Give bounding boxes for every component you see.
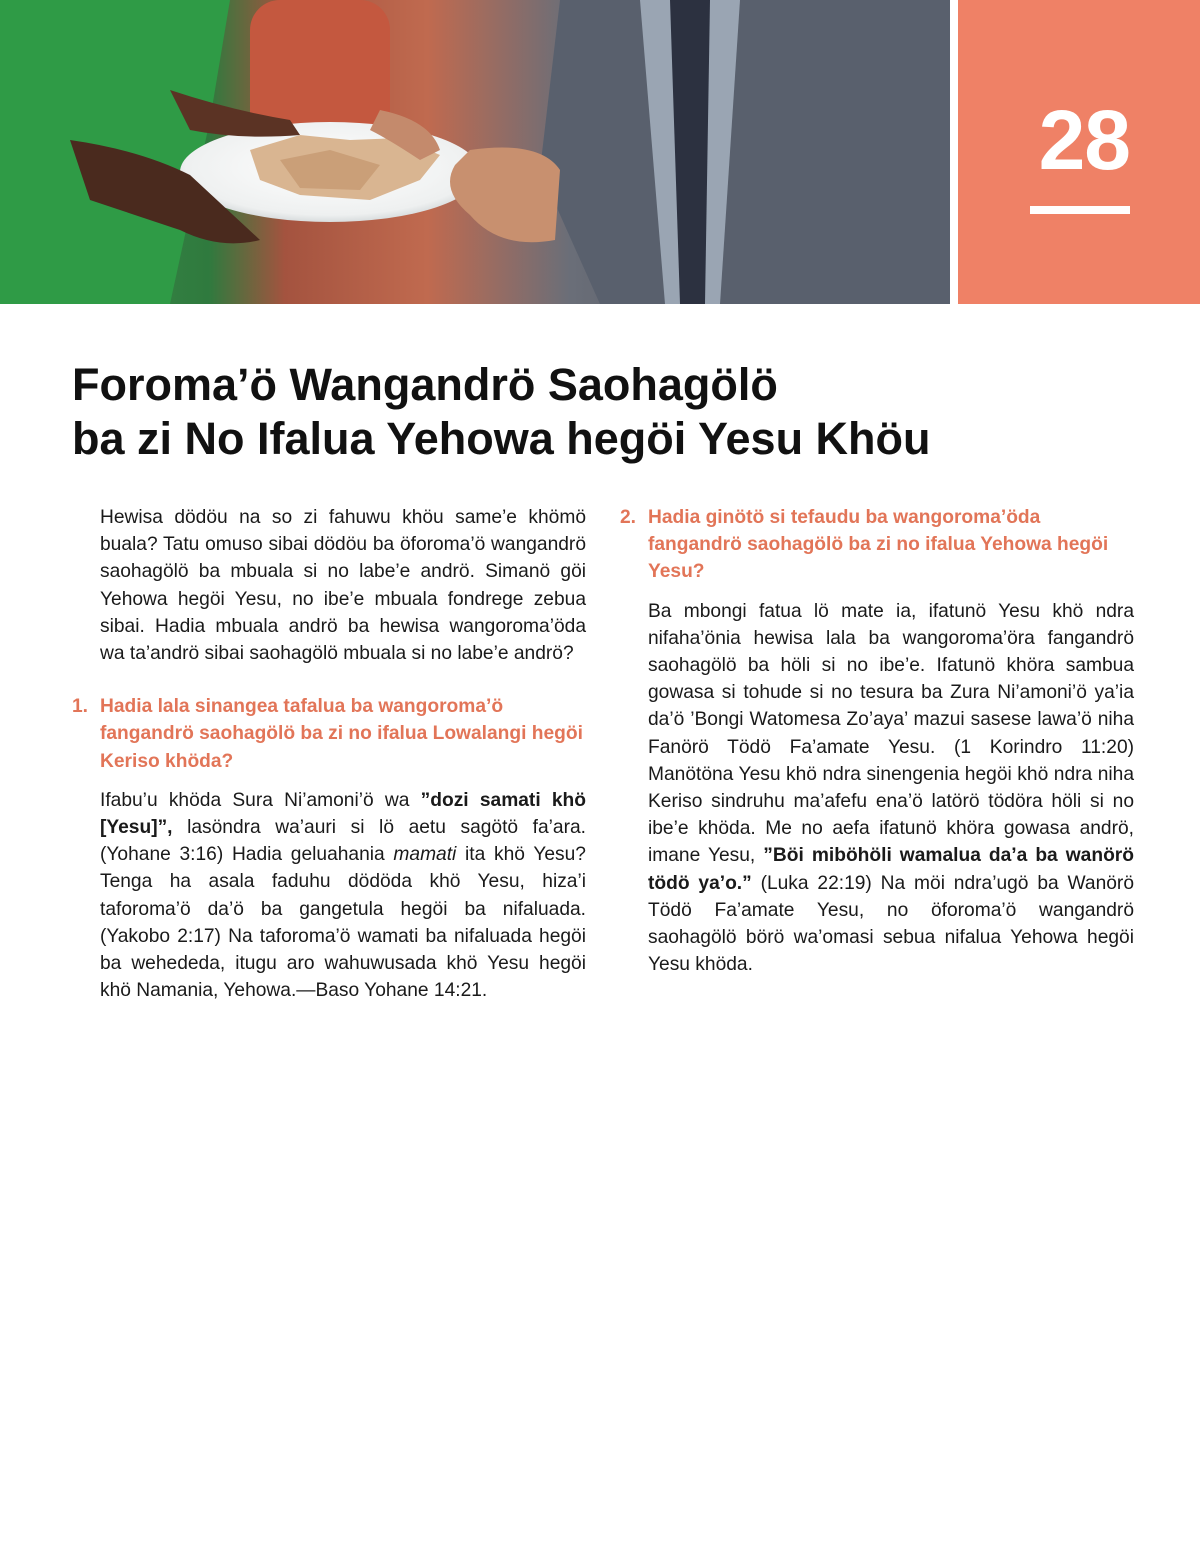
communion-bread-photo <box>0 0 950 304</box>
answer-1-bold-quote: ”dozi samati khö [Yesu]”, <box>100 789 586 839</box>
question-2-text: Hadia ginötö si tefaudu ba wangoroma’öda fangandrö saohagölö ba zi no ifalua Yehowa hegöi Yesu? <box>648 507 1109 583</box>
left-column <box>72 504 586 1004</box>
right-column <box>620 504 1134 978</box>
question-1 <box>72 693 586 775</box>
answer-2-text-a: Ba mbongi fatua lö mate ia, ifatunö Yesu khö ndra nifaha’önia hewisa lala ba wangoroma’öra fangandrö saohagölö ba höli si no ibe’e. Ifatunö khöra sambua gowasa si tohude si no tesura ba Zura Ni’amoni’ö ya’ia da’ö ’Bongi Watomesa Zo’aya’ mazui sasese lawa’ö niha Fanörö Tödö Fa’amate Yesu. (1 Korindro 11:20) Manötöna Yesu khö ndra sinengenia hegöi khö ndra niha Keriso sindruhu ma’afefu ena’ö latörö tödöra höli si no ibe’e khöda. Me no aefa ifatunö khöra gowasa andrö, imane Yesu, <box>648 600 1134 867</box>
page-title-line-1: Foroma’ö Wangandrö Saohagölö <box>72 359 778 410</box>
question-1-text: Hadia lala sinangea tafalua ba wangoroma’ö fangandrö saohagölö ba zi no ifalua Lowalangi hegöi Keriso khöda? <box>100 696 583 772</box>
page-title <box>72 358 1142 466</box>
answer-1-text-c: ita khö Yesu? Tenga ha asala faduhu dödöda khö Yesu, hiza’i taforoma’ö da’ö ba gangetula hegöi ba nifaluada. (Yakobo 2:17) Na taforoma’ö wamati ba nifaluada hegöi ba wehededa, itugu aro wahuwusada khö Yesu hegöi khö Namania, Yehowa.—Baso Yohane 14:21. <box>100 844 586 1002</box>
answer-1-text-b: lasöndra wa’auri si lö aetu sagötö fa’ara. (Yohane 3:16) Hadia geluahania <box>100 817 586 866</box>
answer-1-paragraph <box>72 787 586 1005</box>
answer-1-text-a: Ifabu’u khöda Sura Ni’amoni’ö wa <box>100 789 421 811</box>
question-2-number: 2. <box>620 507 637 528</box>
answer-2-bold-quote: ”Böi miböhöli wamalua da’a ba wanörö tödö ya’o.” <box>648 845 1134 894</box>
question-2 <box>620 504 1134 586</box>
page-title-line-2: ba zi No Ifalua Yehowa hegöi Yesu Khöu <box>72 413 931 464</box>
lesson-number-underline <box>1030 206 1130 214</box>
lesson-number-box <box>958 0 1200 304</box>
intro-paragraph: Hewisa dödöu na so zi fahuwu khöu same’e khömö buala? Tatu omuso sibai dödöu ba öforoma’ö wangandrö saohagölö ba mbuala si no labe’e andrö. Simanö göi Yehowa hegöi Yesu, no ibe’e mbuala fondrege zebua sibai. Hadia mbuala andrö ba hewisa wangoroma’öda wa ta’andrö sibai saohagölö mbuala si no labe’e andrö? <box>100 507 586 665</box>
answer-1-italic-word: mamati <box>393 844 457 866</box>
answer-2-text-b: (Luka 22:19) Na möi ndra’ugö ba Wanörö Tödö Fa’amate Yesu, no öforoma’ö wangandrö saohagölö börö wa’omasi sebua nifalua Yehowa hegöi Yesu khöda. <box>648 872 1134 976</box>
answer-2-paragraph <box>620 598 1134 979</box>
header-photo <box>0 0 950 304</box>
lesson-number: 28 <box>1038 93 1130 187</box>
question-1-number: 1. <box>72 696 89 718</box>
